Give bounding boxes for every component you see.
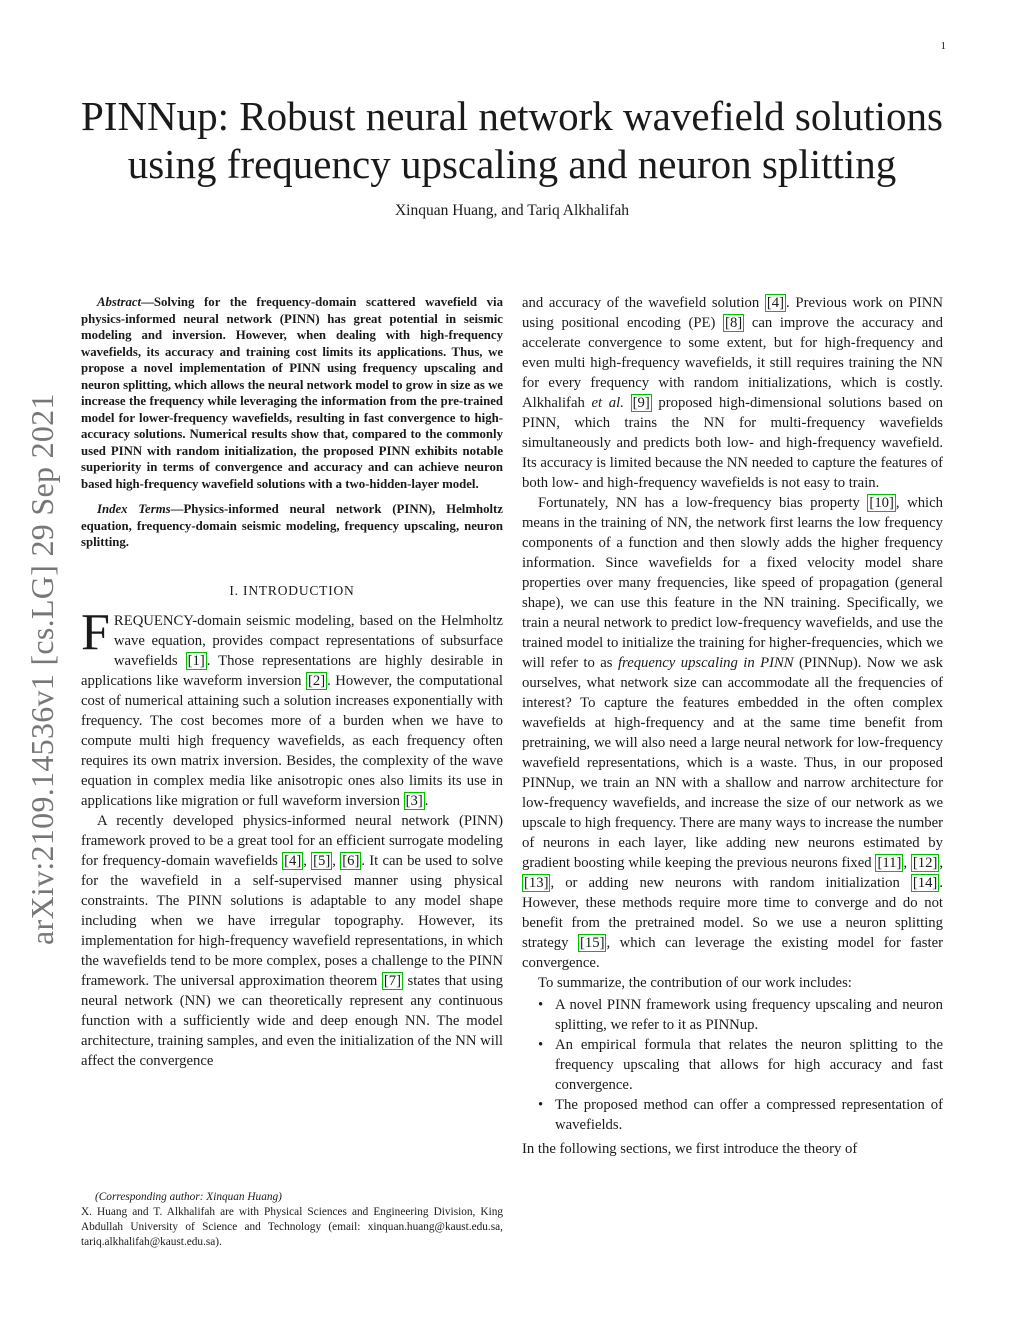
list-item-text: An empirical formula that relates the neuron splitting to the frequency upscaling that allows for high accuracy and fast convergence. (555, 1037, 943, 1093)
citation-link[interactable]: [2] (307, 672, 326, 689)
citation-link[interactable]: [12] (912, 855, 938, 871)
emphasis: frequency upscaling in PINN (617, 655, 794, 671)
body-text: proposed high-dimensional solutions based on PINN, which trains the NN for multi-frequency wavefields simultaneously and predicts both low- and high-frequency wavefield. Its accuracy is limited because the NN needed to capture the features of both low- and high-frequency wavefields is not easy to train. (522, 395, 944, 491)
body-text: , which can leverage the existing model for faster convergence. (522, 935, 944, 971)
footnote-text: X. Huang and T. Alkhalifah are with Physical Sciences and Engineering Division, King Abdullah University of Science and Technology (email: xinquan.huang@kaust.edu.sa, tariq.alkhalifah@kaust.edu.sa). (81, 1206, 503, 1248)
dropcap: F (81, 603, 110, 661)
citation-link[interactable]: [11] (877, 855, 902, 871)
intro-text: . It can be used to solve for the wavefield in a self-supervised manner using physical constraints. The PINN solutions is adaptable to any model shape including when we have irregular topography. However, its implementation for high-frequency wavefield representations, in which the wavefields tend to be more complex, poses a challenge to the PINN framework. The universal approximation theorem (81, 852, 503, 989)
body-text: . However, these methods require more time to converge and do not benefit from the pretrained model. So we use a neuron splitting strategy (522, 875, 943, 951)
citation-link[interactable]: [15] (580, 935, 605, 951)
body-text: can improve the accuracy and accelerate convergence to some extent, but for high-frequency and even multi high-frequency wavefields, it still requires training the NN for every frequency with random initializations, which is costly. Alkhalifah (522, 315, 943, 411)
body-text: . Previous work on PINN using positional encoding (PE) (522, 295, 944, 331)
right-paragraph-3: To summarize, the contribution of our work includes: (538, 975, 852, 991)
abstract (81, 294, 503, 492)
right-paragraph-4: In the following sections, we first introduce the theory of (522, 1141, 858, 1157)
citation-link[interactable]: [8] (725, 315, 743, 331)
intro-paragraph-2 (81, 811, 503, 1071)
intro-text: , (332, 852, 341, 869)
author-list: Xinquan Huang, and Tariq Alkhalifah (394, 202, 630, 219)
citation-link[interactable]: [7] (383, 972, 401, 989)
list-item-text: A novel PINN framework using frequency upscaling and neuron splitting, we refer to it as PINNup. (555, 997, 943, 1033)
footnote (81, 1190, 503, 1250)
left-column (81, 294, 503, 1071)
body-text: , or adding new neurons with random initialization (550, 875, 911, 891)
citation-link[interactable]: [6] (342, 852, 360, 869)
index-terms-label: Index Terms (97, 502, 171, 516)
abstract-label: Abstract (97, 295, 142, 309)
section-heading-introduction: I. INTRODUCTION (229, 582, 355, 598)
citation-link[interactable]: [3] (405, 792, 423, 809)
index-terms-text: —Physics-informed neural network (PINN), Helmholtz equation, frequency-domain seismic modeling, frequency upscaling, neuron splitting. (81, 502, 503, 549)
body-text: , (939, 855, 944, 871)
body-text: , (903, 855, 911, 871)
citation-link[interactable]: [13] (524, 875, 549, 891)
intro-text: . However, the computational cost of numerical attaining such a solution increases exponentially with frequency. The cost becomes more of a burden when we have to compute multi high frequency wavefields, as each frequency often requires its own matrix inversion. Besides, the complexity of the wave equation in complex media like anisotropic ones also limits its use in applications like migration or full waveform inversion (81, 672, 503, 809)
right-column (522, 293, 943, 1159)
citation-link[interactable]: [14] (912, 875, 938, 891)
list-item-text: The proposed method can offer a compressed representation of wavefields. (555, 1097, 943, 1133)
list-item (522, 1035, 943, 1095)
list-item (522, 995, 943, 1035)
intro-text: REQUENCY-domain seismic modeling, based on the Helmholtz wave equation, provides compact representations of subsurface wavefields (113, 612, 503, 669)
abstract-text: —Solving for the frequency-domain scattered wavefield via physics-informed neural network (PINN) has great potential in seismic modeling and inversion. However, when dealing with high-frequency wavefields, its accuracy and training cost limits its applications. Thus, we propose a novel implementation of PINN using frequency upscaling and neuron splitting, which allows the neural network model to grow in size as we increase the frequency while leveraging the information from the pre-trained model for lower-frequency wavefields, resulting in fast convergence to high-accuracy solutions. Numerical results show that, compared to the commonly used PINN with random initialization, the proposed PINN exhibits notable superiority in terms of convergence and accuracy and can achieve neuron based high-frequency wavefield solutions with a two-hidden-layer model. (81, 295, 503, 491)
et-al: et al. (591, 395, 624, 411)
bullet-icon: • (538, 997, 544, 1013)
citation-link[interactable]: [10] (869, 495, 894, 511)
citation-link[interactable]: [1] (187, 652, 205, 669)
body-text: Fortunately, NN has a low-frequency bias property (538, 495, 868, 511)
intro-text: states that using neural network (NN) we can theoretically represent any continuous function with a sufficiently wide and deep enough NN. The model architecture, training samples, and even the initialization of the NN will affect the convergence (81, 972, 503, 1069)
footnote-title: (Corresponding author: Xinquan Huang) (95, 1191, 282, 1203)
title-line-1: PINNup: Robust neural network wavefield solutions (80, 93, 944, 139)
body-text: (PINNup). Now we ask ourselves, what network size can accommodate all the frequencies of interest? To capture the features embedded in the often complex wavefields at high-frequency and at the same time benefit from pretraining, we will also need a large neural network for low-frequency wavefield representations, which is a waste. Thus, in our proposed PINNup, we train an NN with a shallow and narrow architecture for low-frequency wavefields, and increase the size of our network as we upscale to high frequency. There are many ways to increase the number of neurons in each layer, like adding new neurons estimated by gradient boosting while keeping the previous neurons fixed (522, 655, 943, 871)
title-line-2: using frequency upscaling and neuron splitting (127, 141, 897, 187)
intro-text: . (424, 792, 429, 809)
citation-link[interactable]: [4] (766, 295, 785, 311)
body-text: and accuracy of the wavefield solution (522, 295, 765, 311)
intro-text: . Those representations are highly desirable in applications like waveform inversion (81, 652, 503, 689)
index-terms (81, 501, 503, 551)
right-paragraph-2 (522, 493, 943, 973)
citation-link[interactable]: [4] (284, 852, 302, 869)
citation-link[interactable]: [9] (632, 395, 650, 411)
body-text (624, 395, 631, 411)
arxiv-identifier: arXiv:2109.14536v1 [cs.LG] 29 Sep 2021 (24, 393, 60, 945)
bullet-icon: • (538, 1097, 544, 1113)
intro-text: , (303, 852, 312, 869)
right-paragraph-1 (522, 293, 943, 493)
citation-link[interactable]: [5] (313, 852, 331, 869)
contribution-list (522, 995, 943, 1135)
body-text: , which means in the training of NN, the network first learns the low frequency components of a function and then slowly adds the higher frequency information. Since wavefields for a fixed velocity model share properties over many frequencies, like speed of propagation (general shape), we can use this feature in the NN training. Specifically, we train a neural network to predict low-frequency wavefields, and use the trained model to initialize the training for higher-frequencies, which we will refer to as (522, 495, 943, 671)
paper-title (60, 92, 964, 188)
bullet-icon: • (538, 1037, 544, 1053)
intro-paragraph-1 (81, 603, 503, 811)
list-item (522, 1095, 943, 1135)
page-number: 1 (940, 40, 946, 52)
intro-text: A recently developed physics-informed neural network (PINN) framework proved to be a great tool for an efficient surrogate modeling for frequency-domain wavefields (81, 812, 503, 869)
